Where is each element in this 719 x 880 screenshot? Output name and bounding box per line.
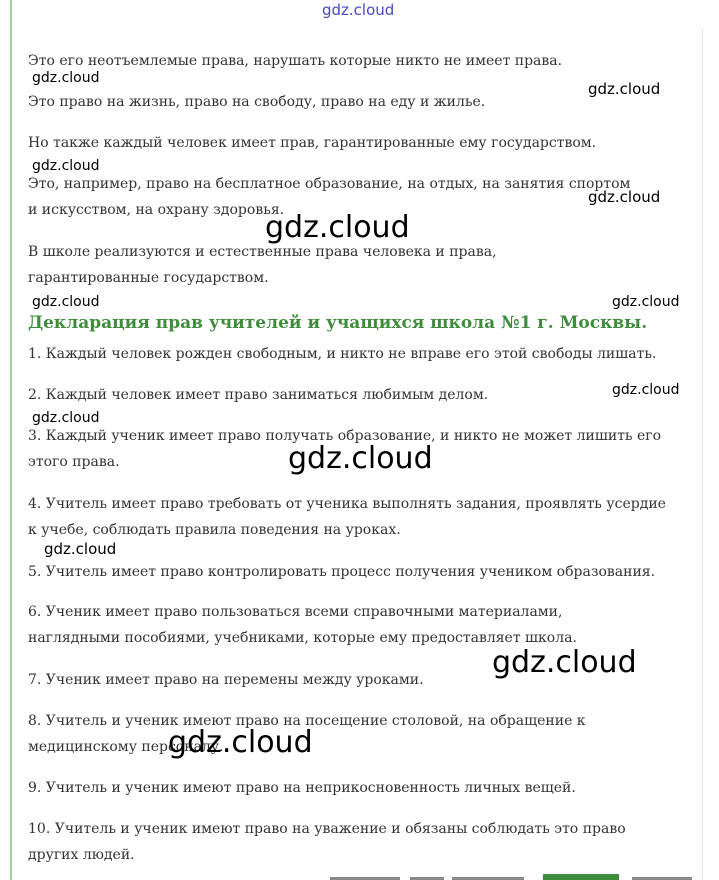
paragraph-5: В школе реализуются и естественные права человека и права, гарантированные государством. [28,244,497,286]
watermark: gdz.cloud [588,188,661,206]
paragraph-2: Это право на жизнь, право на свободу, право на еду и жилье. [28,94,486,110]
declaration-item-5: 5. Учитель имеет право контролировать процесс получения учеником образования. [28,564,656,580]
watermark: gdz.cloud [588,80,661,98]
watermark-large: gdz.cloud [288,441,433,476]
declaration-item-7: 7. Ученик имеет право на перемены между уроками. [28,672,424,688]
bottom-toolbar [0,872,719,880]
paragraph-3: Но также каждый человек имеет прав, гарантированные ему государством. [28,135,597,151]
cropped-text-line [28,14,588,24]
declaration-title: Декларация прав учителей и учащихся школа №1 г. Москвы. [28,313,648,333]
watermark: gdz.cloud [612,294,680,310]
declaration-item-3: 3. Каждый ученик имеет право получать образование, и никто не может лишить его этого права. [28,428,662,470]
watermark: gdz.cloud [612,382,680,398]
declaration-item-4: 4. Учитель имеет право требовать от ученика выполнять задания, проявлять усердие к учебе, соблюдать правила поведения на уроках. [28,496,666,538]
watermark-top: gdz.cloud [322,1,395,19]
paragraph-1: Это его неотъемлемые права, нарушать которые никто не имеет права. [28,53,563,69]
paragraph-4: Это, например, право на бесплатное образование, на отдых, на занятия спортом и искусством, на охрану здоровья. [28,176,631,218]
watermark: gdz.cloud [32,70,100,86]
watermark: gdz.cloud [32,410,100,426]
watermark: gdz.cloud [44,540,117,558]
declaration-item-1: 1. Каждый человек рожден свободным, и никто не вправе его этой свободы лишать. [28,346,657,362]
declaration-item-9: 9. Учитель и ученик имеют право на неприкосновенность личных вещей. [28,780,576,796]
declaration-item-6: 6. Ученик имеет право пользоваться всеми справочными материалами, наглядными пособиями, учебниками, которые ему предоставляет школа. [28,604,577,646]
watermark-large: gdz.cloud [265,210,410,245]
declaration-item-2: 2. Каждый человек имеет право заниматься любимым делом. [28,387,489,403]
declaration-item-10: 10. Учитель и ученик имеют право на уважение и обязаны соблюдать это право других людей. [28,821,626,863]
watermark: gdz.cloud [32,158,100,174]
watermark-large: gdz.cloud [492,645,637,680]
watermark: gdz.cloud [32,294,100,310]
declaration-item-8: 8. Учитель и ученик имеют право на посещение столовой, на обращение к медицинскому персоналу. [28,713,586,755]
right-edge [702,28,719,880]
watermark-large: gdz.cloud [168,725,313,760]
next-button[interactable] [543,874,619,880]
